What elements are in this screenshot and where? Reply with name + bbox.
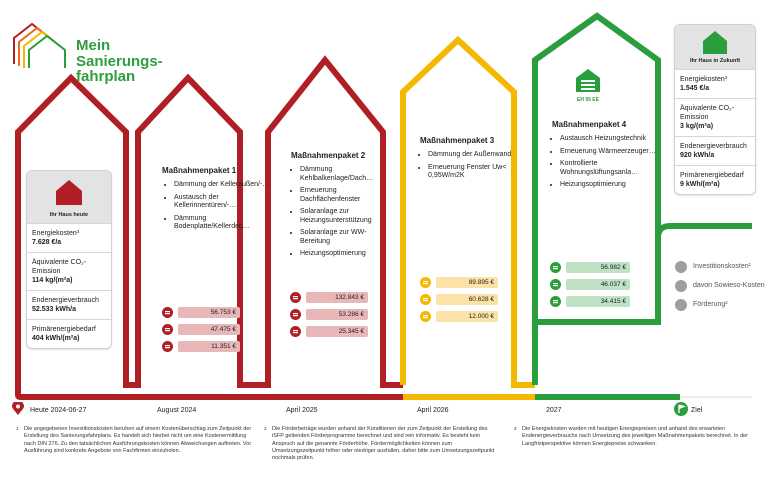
cost-value: 132.843 €: [306, 292, 368, 303]
legend-investment: Investitionskosten¹: [693, 263, 751, 270]
list-item: • Austausch Heizungstechnik: [560, 135, 656, 144]
cost-value: 53.286 €: [306, 309, 368, 320]
cost-value: 46.037 €: [566, 279, 630, 290]
goal-flag-icon: [674, 402, 688, 416]
cost-value: 60.628 €: [436, 294, 498, 305]
cost-value: 11.351 €: [178, 341, 240, 352]
hand-coins-icon: [162, 324, 173, 335]
cost-value: 89.895 €: [436, 277, 498, 288]
package-1-title: Maßnahmenpaket 1: [162, 166, 237, 175]
hand-coins-icon: [675, 280, 687, 292]
energy-costs-row: Energiekosten³ 7.628 €/a: [27, 223, 111, 252]
primary-energy-row: Primärenergiebedarf 404 kWh/(m²a): [27, 319, 111, 348]
package-2-measures: [290, 166, 394, 263]
timeline-date: 2027: [546, 407, 562, 414]
list-item: • Erneuerung Fenster Uw< 0,95W/m2K: [428, 164, 518, 181]
cost-value: 25.345 €: [306, 326, 368, 337]
list-item: • Dämmung der Außenwand: [428, 151, 518, 160]
efficiency-badge: EH 55 EE: [577, 97, 599, 103]
final-energy-row: Endenergieverbrauch 920 kWh/a: [675, 136, 755, 165]
subsidy-icon: [162, 341, 173, 352]
card-caption: Ihr Haus heute: [49, 212, 89, 218]
route-yellow: [403, 40, 535, 385]
cost-value: 47.475 €: [178, 324, 240, 335]
final-energy-row: Endenergieverbrauch 52.533 kWh/a: [27, 290, 111, 319]
primary-energy-row: Primärenergiebedarf 9 kWh/(m²a): [675, 165, 755, 194]
footnote-2: 2 Die Förderbeträge wurden anhand der Konditionen der zum Zeitpunkt der Erstellung des iSFP geltenden Förderprogramme berechnet und sind rein informativ. Es besteht kein Anspruch auf die genannte Förderhöhe. Fördermöglichkeiten können zum Umsetzungszeitpunkt höher oder niedriger ausfallen, daher bitte zum Umsetzungszeitpunkt nochmals prüfen.: [264, 426, 495, 462]
house-icon: [702, 30, 728, 54]
footnote-3: 3 Die Energiekosten wurden mit heutigen Energiepreisen und anhand des erwarteten Endenergieverbrauchs nach Umsetzung des jeweiligen Maßnahmenpakets berechnet. In der Langfristperspektive können Energiepreise schwanken.: [514, 426, 748, 447]
efficiency-house-icon: [575, 68, 601, 94]
timeline-date: August 2024: [157, 407, 197, 414]
package-2-title: Maßnahmenpaket 2: [291, 151, 366, 160]
money-stack-icon: [420, 277, 431, 288]
package-3-measures: [418, 151, 518, 185]
list-item: • Dämmung der Kelleraußen/-…: [174, 181, 272, 190]
future-house-card: [674, 24, 756, 195]
subsidy-icon: [550, 296, 561, 307]
co2-row: Äquivalente CO₂-Emission 114 kg/(m²a): [27, 252, 111, 290]
list-item: • Kontrollierte Wohnungslüftungsanla…: [560, 160, 656, 177]
timeline-start: Heute 2024-06-27: [30, 407, 87, 414]
list-item: • Erneuerung Dachflächenfenster: [300, 187, 394, 204]
subsidy-icon: [675, 299, 687, 311]
hand-coins-icon: [290, 309, 301, 320]
footnote-1: 1 Die angegebenen Investitionskosten beruhen auf einem Kostenüberschlag zum Zeitpunkt der Erstellung des Sanierungsfahrplans. Es handelt sich hierbei nicht um eine Kostenermittlung nach DIN 276. Zu den tatsächlichen Ausführungskosten können Abweichungen auftreten. Vor Ausführung sind konkrete Angebote von Fachfirmen einzuholen.: [16, 426, 252, 454]
list-item: • Solaranlage zur WW-Bereitung: [300, 229, 394, 246]
money-stack-icon: [675, 261, 687, 273]
list-item: • Dämmung Kehlbalkenlage/Dach…: [300, 166, 394, 183]
subsidy-icon: [420, 311, 431, 322]
list-item: • Austausch der Kellerinnentüren/-…: [174, 194, 272, 211]
logo-icon: [10, 20, 74, 68]
package-1-measures: [164, 181, 272, 236]
list-item: • Dämmung Bodenplatte/Kellerdec…: [174, 215, 272, 232]
money-stack-icon: [162, 307, 173, 318]
package-3-title: Maßnahmenpaket 3: [420, 136, 495, 145]
current-house-card: [26, 170, 112, 349]
energy-costs-row: Energiekosten³ 1.545 €/a: [675, 69, 755, 98]
package-4-measures: [550, 135, 656, 194]
hand-coins-icon: [420, 294, 431, 305]
legend-sowieso: davon Sowieso-Kosten: [693, 282, 765, 289]
timeline-date: April 2025: [286, 407, 318, 414]
cost-value: 56.982 €: [566, 262, 630, 273]
cost-value: 12.000 €: [436, 311, 498, 322]
timeline-date: April 2026: [417, 407, 449, 414]
cost-value: 34.415 €: [566, 296, 630, 307]
list-item: • Solaranlage zur Heizungsunterstützung: [300, 208, 394, 225]
legend-subsidy: Förderung²: [693, 301, 728, 308]
hand-coins-icon: [550, 279, 561, 290]
timeline-end: Ziel: [691, 407, 703, 414]
package-4-title: Maßnahmenpaket 4: [552, 120, 627, 129]
cost-value: 56.753 €: [178, 307, 240, 318]
house-icon: [55, 179, 83, 205]
money-stack-icon: [290, 292, 301, 303]
co2-row: Äquivalente CO₂-Emission 3 kg/(m²a): [675, 98, 755, 136]
location-pin-icon: [12, 402, 24, 416]
list-item: • Erneuerung Wärmeerzeuger…: [560, 148, 656, 157]
app-title: Mein Sanierungs- fahrplan: [76, 37, 163, 85]
card-caption: Ihr Haus in Zukunft: [689, 58, 741, 64]
list-item: • Heizungsoptimierung: [560, 181, 656, 190]
list-item: • Heizungsoptimierung: [300, 250, 394, 259]
subsidy-icon: [290, 326, 301, 337]
money-stack-icon: [550, 262, 561, 273]
